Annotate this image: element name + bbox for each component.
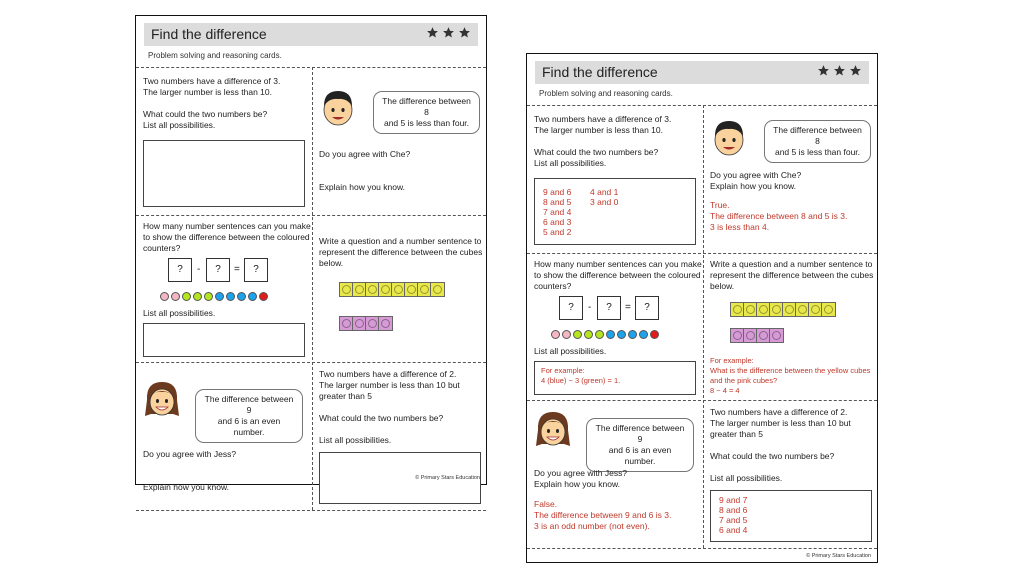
q6-line: The larger number is less than 10 but [710,418,851,428]
q1-question: What could the two numbers be? [534,147,659,157]
bubble-line: The difference between 8 [773,125,862,146]
number-box[interactable]: ? [206,258,230,282]
star-icon [458,26,471,39]
q1-prompt: List all possibilities. [534,158,607,168]
counter [215,292,224,301]
q1-question: What could the two numbers be? [143,109,268,119]
divider [527,548,877,549]
bubble-line: and 6 is an even number. [217,416,281,437]
bubble-line: The difference between 8 [382,96,471,117]
cube [744,303,757,316]
cube [770,303,783,316]
counter [617,330,626,339]
star-icon [833,64,846,77]
girl-face-icon [143,378,181,424]
speech-bubble [764,120,871,163]
divider [136,67,486,68]
q1-prompt: List all possibilities. [143,120,216,130]
counter [606,330,615,339]
q1-answers-col2 [590,187,618,207]
star-icon [817,64,830,77]
cube [366,317,379,330]
answer-box[interactable] [534,178,696,245]
number-box[interactable]: ? [168,258,192,282]
q4-line: below. [710,281,735,291]
q1-line: The larger number is less than 10. [534,125,663,135]
answer-line: 6 and 4 [719,525,748,535]
q6-prompt: List all possibilities. [710,473,783,483]
cube [757,329,770,342]
q4-answer: For example: [710,356,754,365]
equals-sign: = [234,264,240,275]
header-bar [144,23,478,46]
counter [628,330,637,339]
q6-question: What could the two numbers be? [710,451,835,461]
cube [770,329,783,342]
cube [783,303,796,316]
boy-face-icon [319,86,357,128]
q3-answer: 4 (blue) − 3 (green) = 1. [541,376,621,385]
cube [379,317,392,330]
cube [353,317,366,330]
cube [744,329,757,342]
cube [757,303,770,316]
counter [650,330,659,339]
difficulty-stars [426,26,471,39]
girl-face-icon [534,408,572,454]
q6-line: greater than 5 [319,391,372,401]
bubble-line: and 5 is less than four. [774,147,861,157]
yellow-cubes [730,302,836,317]
minus-sign: - [197,264,201,275]
counter [182,292,191,301]
page-title: Find the difference [151,26,267,42]
counter [160,292,169,301]
q6-line: Two numbers have a difference of 2. [319,369,457,379]
speech-bubble [586,418,694,472]
cube [379,283,392,296]
answer-box[interactable] [534,361,696,395]
difficulty-stars [817,64,862,77]
cube [405,283,418,296]
counter [204,292,213,301]
counter [551,330,560,339]
bubble-line: The difference between 9 [595,423,685,444]
answer-line: 9 and 6 [543,187,572,197]
divider [136,362,486,363]
page-title: Find the difference [542,64,658,80]
q1-answers-col1 [543,187,571,237]
divider [136,215,486,216]
cube [731,303,744,316]
q4-line: below. [319,258,344,268]
cube [340,283,353,296]
q5-explain: Explain how you know. [534,479,620,489]
divider [136,510,486,511]
bubble-line: The difference between 9 [204,394,294,415]
q2-explain: Explain how you know. [710,181,796,191]
cube [340,317,353,330]
subtitle: Problem solving and reasoning cards. [539,89,673,98]
cube [431,283,444,296]
q2-agree: Do you agree with Che? [319,149,411,159]
q2-explain: Explain how you know. [319,182,405,192]
pink-cubes [339,316,393,331]
q3-line: to show the difference between the coloured [143,232,310,242]
answer-line: 4 and 1 [590,187,619,197]
counter [237,292,246,301]
boy-face-icon [710,116,748,158]
header-bar [535,61,869,84]
q6-line: The larger number is less than 10 but [319,380,460,390]
divider [527,400,877,401]
q1-line: The larger number is less than 10. [143,87,272,97]
q4-answer: 8 − 4 = 4 [710,386,740,395]
divider [527,105,877,106]
q3-prompt: List all possibilities. [143,308,216,318]
counter [171,292,180,301]
q6-line: greater than 5 [710,429,763,439]
cube [366,283,379,296]
q5-agree: Do you agree with Jess? [143,449,237,459]
q5-explain: Explain how you know. [143,482,229,492]
star-icon [426,26,439,39]
counter [193,292,202,301]
cube [392,283,405,296]
q5-answer: False. [534,499,558,509]
q2-answer: True. [710,200,730,210]
number-box[interactable]: ? [559,296,583,320]
star-icon [442,26,455,39]
q1-line: Two numbers have a difference of 3. [534,114,672,124]
q3-line: counters? [534,281,572,291]
answer-line: 3 and 0 [590,197,619,207]
answer-box[interactable] [143,140,305,207]
number-box[interactable]: ? [597,296,621,320]
copyright: © Primary Stars Education [415,475,480,481]
q6-answers [719,495,747,535]
q5-answer: 3 is an odd number (not even). [534,521,650,531]
q3-prompt: List all possibilities. [534,346,607,356]
cube [796,303,809,316]
q4-line: Write a question and a number sentence to [710,259,873,269]
q3-line: counters? [143,243,181,253]
q4-line: represent the difference between the cubes [319,247,483,257]
q4-line: Write a question and a number sentence to [319,236,482,246]
answer-line: 7 and 5 [719,515,748,525]
q5-agree: Do you agree with Jess? [534,468,628,478]
answer-line: 6 and 3 [543,217,572,227]
cube [418,283,431,296]
q3-line: How many number sentences can you make [143,221,311,231]
pink-cubes [730,328,784,343]
answer-box[interactable] [710,490,872,542]
q6-prompt: List all possibilities. [319,435,392,445]
speech-bubble [373,91,480,134]
answer-line: 9 and 7 [719,495,748,505]
yellow-cubes [339,282,445,297]
subtitle: Problem solving and reasoning cards. [148,51,282,60]
cube [809,303,822,316]
counter [248,292,257,301]
answer-line: 8 and 5 [543,197,572,207]
q3-line: to show the difference between the coloured [534,270,701,280]
bubble-line: and 6 is an even number. [608,445,672,466]
counter [226,292,235,301]
q4-answer: and the pink cubes? [710,376,778,385]
counter [595,330,604,339]
q3-answer: For example: [541,366,585,375]
bubble-line: and 5 is less than four. [383,118,470,128]
divider [527,253,877,254]
divider [703,105,704,548]
q6-question: What could the two numbers be? [319,413,444,423]
counter [639,330,648,339]
q5-answer: The difference between 9 and 6 is 3. [534,510,672,520]
cube [353,283,366,296]
q1-line: Two numbers have a difference of 3. [143,76,281,86]
counter [562,330,571,339]
speech-bubble [195,389,303,443]
number-box[interactable]: ? [635,296,659,320]
q6-line: Two numbers have a difference of 2. [710,407,848,417]
answer-box[interactable] [143,323,305,357]
question-sheet [135,15,487,492]
q3-line: How many number sentences can you make [534,259,702,269]
counter [259,292,268,301]
q4-line: represent the difference between the cubes [710,270,874,280]
q2-answer: 3 is less than 4. [710,222,770,232]
copyright: © Primary Stars Education [806,553,871,559]
answer-sheet [526,53,878,563]
cube [731,329,744,342]
number-box[interactable]: ? [244,258,268,282]
answer-line: 7 and 4 [543,207,572,217]
q2-agree: Do you agree with Che? [710,170,802,180]
cube [822,303,835,316]
counter [584,330,593,339]
q2-answer: The difference between 8 and 5 is 3. [710,211,848,221]
star-icon [849,64,862,77]
minus-sign: - [588,302,592,313]
answer-line: 8 and 6 [719,505,748,515]
counter [573,330,582,339]
divider [312,67,313,510]
answer-line: 5 and 2 [543,227,572,237]
q4-answer: What is the difference between the yellow cubes [710,366,871,375]
equals-sign: = [625,302,631,313]
